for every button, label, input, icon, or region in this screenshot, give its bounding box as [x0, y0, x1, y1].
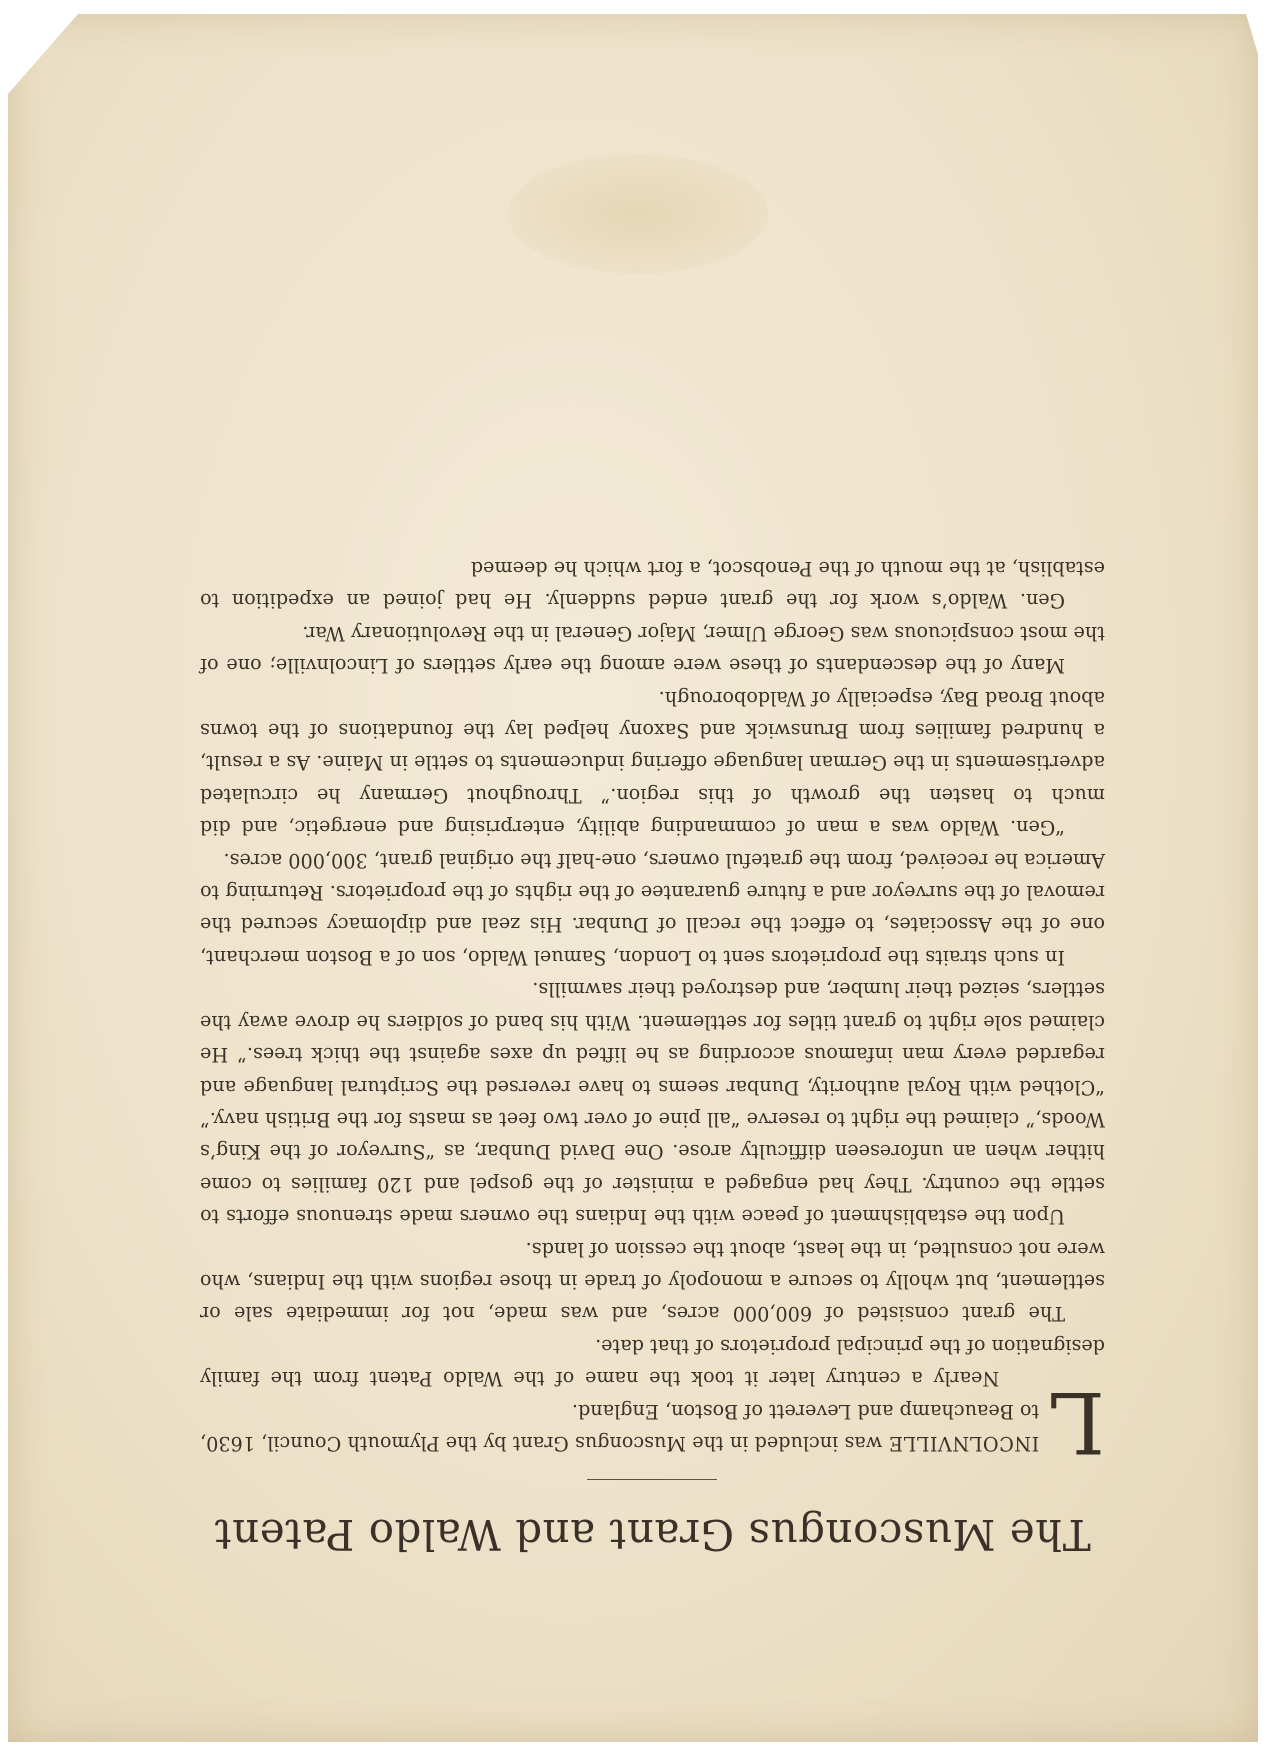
paper-stain	[508, 154, 768, 274]
paragraph-2: Nearly a century later it took the name of the Waldo Patent from the family designation of the principal proprietors of that date.	[200, 1334, 1105, 1391]
title-divider	[588, 1479, 718, 1480]
paragraph-6: “Gen. Waldo was a man of commanding ability, enterprising and energetic, and did much to hasten the growth of this region.” Throughout Germany he circulated advertisements in the German language offering inducements to settle in Maine. As a result, a hundred families from Brunswick and Saxony helped lay the foundations of the towns about Broad Bay, especially of Waldoborough.	[200, 686, 1105, 840]
document-body	[200, 552, 1105, 1471]
drop-cap: L	[1049, 1373, 1105, 1471]
paragraph-8: Gen. Waldo’s work for the grant ended suddenly. He had joined an expedition to establish, at the mouth of the Penobscot, a fort which he deemed	[200, 557, 1105, 613]
document-title: The Muscongus Grant and Waldo Patent	[214, 1510, 1091, 1559]
paragraph-4: Upon the establishment of peace with the Indians the owners made strenuous efforts to settle the country. They had engaged a minister of the gospel and 120 families to come hither when an unforeseen difficulty arose. One David Dunbar, as “Surveyor of the King’s Woods,” claimed the right to reserve “all pine of over two feet as masts for the British navy.” “Clothed with Royal authority, Dunbar seems to have reversed the Scriptural language and regarded every man infamous according as he lifted up axes against the thick trees.” He claimed sole right to grant titles for settlement. With his band of soldiers he drove away the settlers, seized their lumber, and destroyed their sawmills.	[200, 978, 1105, 1229]
lead-word: INCOLNVILLE	[888, 1432, 1040, 1455]
paragraph-1	[200, 1373, 1105, 1471]
paragraph-5: In such straits the proprietors sent to London, Samuel Waldo, son of a Boston merchant, one of the Associates, to effect the recall of Dunbar. His zeal and diplomacy secured the removal of the surveyor and a future guarantee of the rights of the proprietors. Returning to America he received, from the grateful owners, one-half the original grant, 300,000 acres.	[200, 848, 1105, 969]
paragraph-3: The grant consisted of 600,000 acres, and was made, not for immediate sale or settlement, but wholly to secure a monopoly of trade in those regions with the Indians, who were not consulted, in the least, about the cession of lands.	[200, 1237, 1105, 1326]
paragraph-text: was included in the Muscongus Grant by the Plymouth Council, 1630, to Beauchamp and Leverett of Boston, England.	[200, 1399, 1040, 1455]
upside-down-text-block	[200, 285, 1105, 1560]
paragraph-7: Many of the descendants of these were among the early settlers of Lincolnville; one of the most conspicuous was George Ulmer, Major General in the Revolutionary War.	[200, 621, 1105, 678]
